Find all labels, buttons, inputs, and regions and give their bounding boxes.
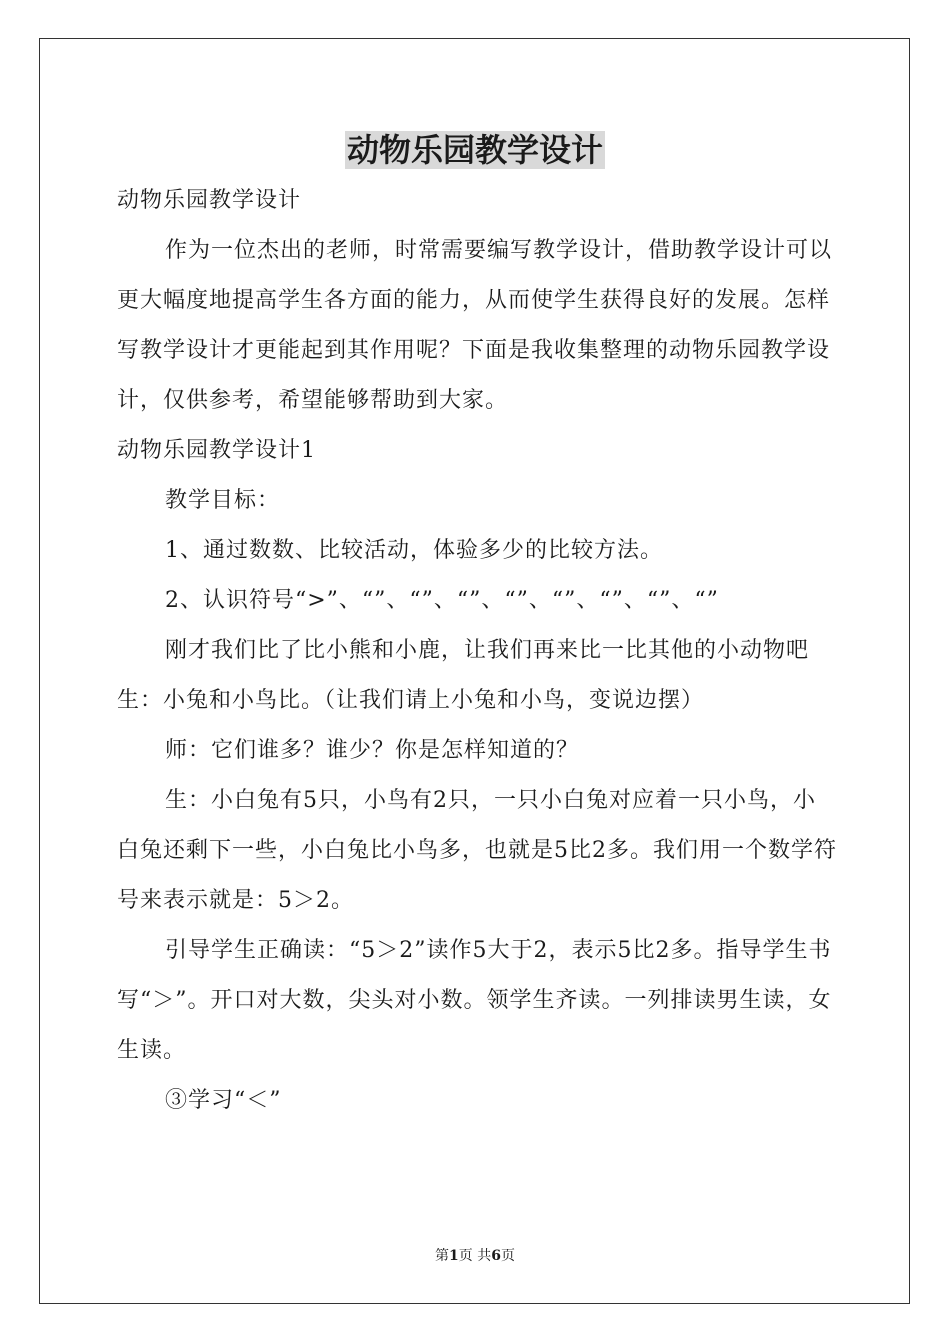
body-paragraph: 引导学生正确读：“5＞2”读作5大于2，表示5比2多。指导学生书写“＞”。开口对大数，尖头对小数。领学生齐读。一列排读男生读，女生读。: [117, 938, 832, 1063]
body-heading: 动物乐园教学设计: [117, 188, 302, 213]
document-title-text: 动物乐园教学设计: [346, 131, 603, 169]
footer-current-page: 1: [449, 1248, 459, 1264]
body-paragraph: 生：小白兔有5只，小鸟有2只，一只小白兔对应着一只小鸟，小白兔还剩下一些，小白兔比小鸟多，也就是5比2多。我们用一个数学符号来表示就是：5＞2。: [117, 788, 837, 913]
document-body: [117, 176, 837, 1126]
body-paragraph: 师：它们谁多？谁少？你是怎样知道的？: [165, 738, 580, 763]
document-title: [0, 128, 950, 172]
objective-item-1: 1、通过数数、比较活动，体验多少的比较方法。: [165, 538, 663, 563]
footer-total-pages: 6: [491, 1248, 501, 1264]
footer-suffix: 页: [500, 1248, 515, 1264]
footer-mid: 页 共: [458, 1248, 492, 1264]
objective-item-2: 2、认识符号“>”、“”、“”、“”、“”、“”、“”、“”、“”: [165, 588, 719, 613]
objectives-label: 教学目标：: [165, 488, 281, 513]
page-footer: [0, 1246, 950, 1266]
section-heading: 动物乐园教学设计1: [117, 438, 316, 463]
body-paragraph: 刚才我们比了比小熊和小鹿，让我们再来比一比其他的小动物吧生：小兔和小鸟比。（让我们请上小兔和小鸟，变说边摆）: [117, 638, 810, 713]
footer-prefix: 第: [435, 1248, 450, 1264]
intro-paragraph: 作为一位杰出的老师，时常需要编写教学设计，借助教学设计可以更大幅度地提高学生各方面的能力，从而使学生获得良好的发展。怎样写教学设计才更能起到其作用呢？下面是我收集整理的动物乐园教学设计，仅供参考，希望能够帮助到大家。: [117, 238, 833, 413]
body-paragraph: ③学习“＜”: [165, 1088, 282, 1113]
